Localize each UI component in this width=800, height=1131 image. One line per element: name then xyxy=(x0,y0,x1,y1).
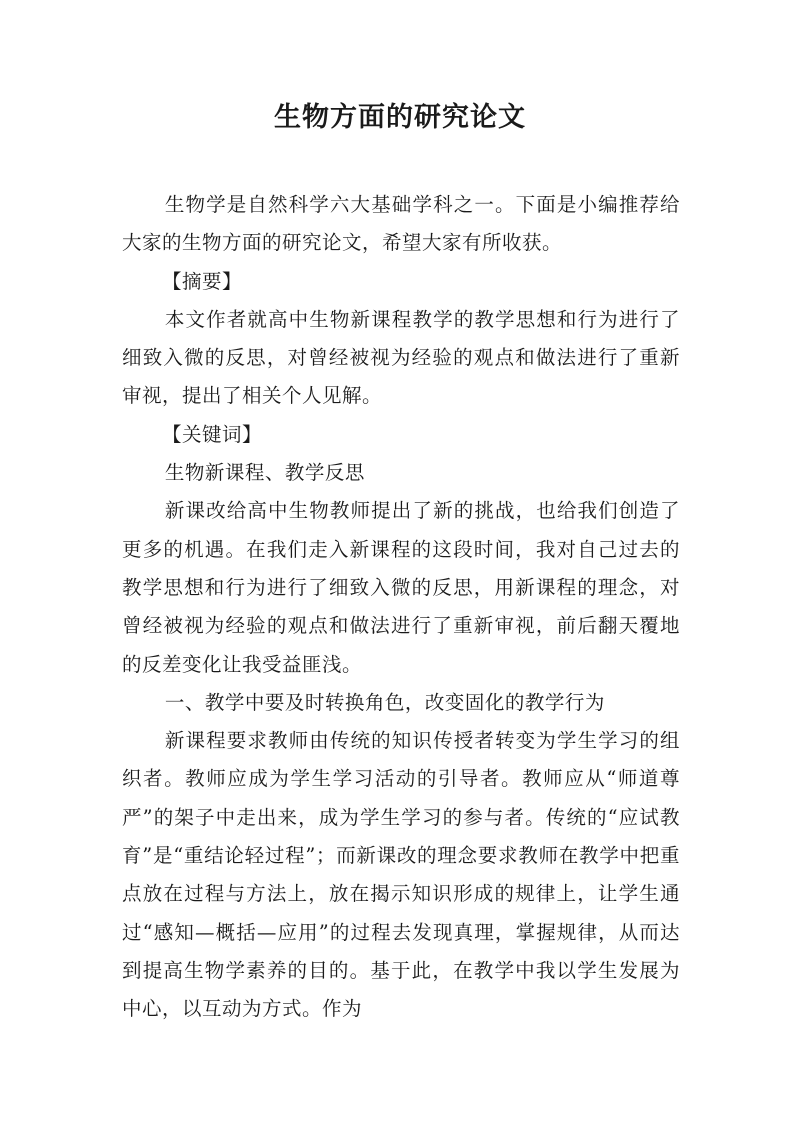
document-title: 生物方面的研究论文 xyxy=(274,102,526,133)
body-paragraph: 新课改给高中生物教师提出了新的挑战，也给我们创造了更多的机遇。在我们走入新课程的这段时间，我对自己过去的教学思想和行为进行了细致入微的反思，用新课程的理念，对曾经被视为经验的观点和做法进行了重新审视，前后翻天覆地的反差变化让我受益匪浅。 xyxy=(122,499,680,676)
body-paragraph: 新课程要求教师由传统的知识传授者转变为学生学习的组织者。教师应成为学生学习活动的引导者。教师应从“师道尊严”的架子中走出来，成为学生学习的参与者。传统的“应试教育”是“重结论轻过程”；而新课改的理念要求教师在教学中把重点放在过程与方法上，放在揭示知识形成的规律上，让学生通过“感知—概括—应用”的过程去发现真理，掌握规律，从而达到提高生物学素养的目的。基于此，在教学中我以学生发展为中心，以互动为方式。作为 xyxy=(122,729,680,1021)
section-heading: 一、教学中要及时转换角色，改变固化的教学行为 xyxy=(164,690,605,714)
abstract-paragraph: 本文作者就高中生物新课程教学的教学思想和行为进行了细致入微的反思，对曾经被视为经验的观点和做法进行了重新审视，提出了相关个人见解。 xyxy=(122,307,680,408)
document-body xyxy=(122,186,680,1029)
intro-paragraph: 生物学是自然科学六大基础学科之一。下面是小编推荐给大家的生物方面的研究论文，希望大家有所收获。 xyxy=(122,193,680,255)
keywords-paragraph: 生物新课程、教学反思 xyxy=(164,461,365,485)
abstract-heading: 【摘要】 xyxy=(161,269,242,293)
keywords-heading: 【关键词】 xyxy=(161,422,262,446)
